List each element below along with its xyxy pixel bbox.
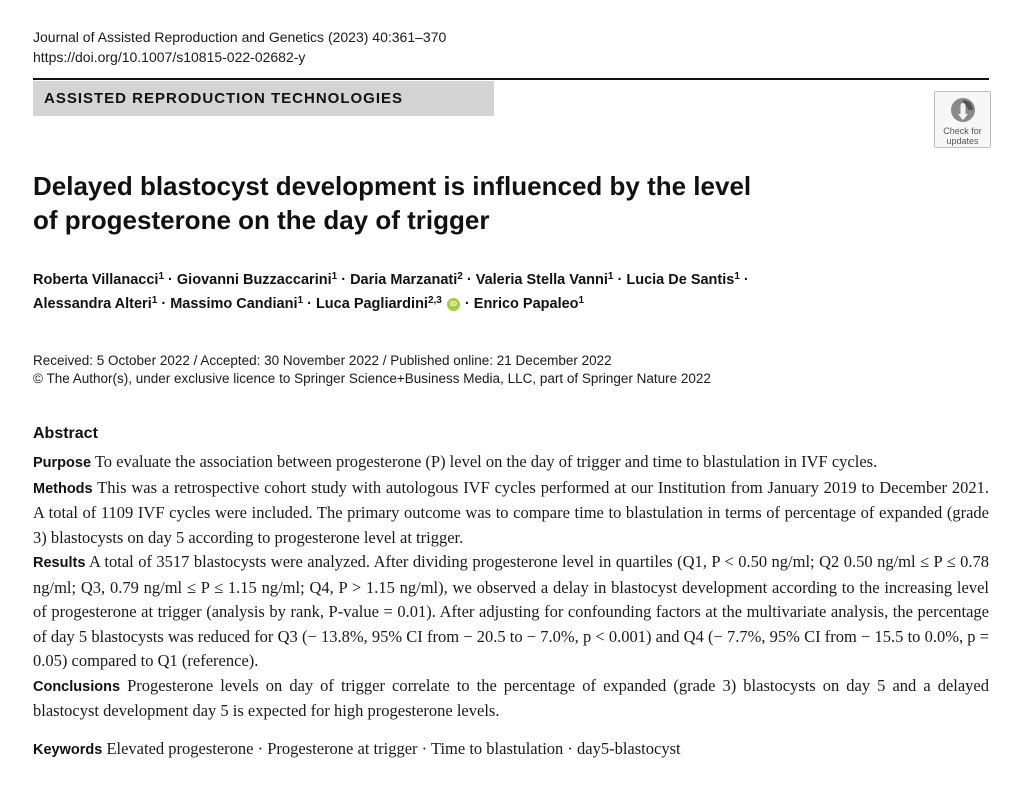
- affiliation-marker: 1: [297, 295, 304, 306]
- affiliation-marker: 1: [734, 271, 740, 282]
- abstract-methods: [33, 476, 989, 551]
- author-name[interactable]: Alessandra Alteri: [33, 296, 152, 312]
- check-for-updates-button[interactable]: [934, 91, 991, 148]
- methods-label: Methods: [33, 480, 93, 497]
- abstract-results: [33, 550, 989, 674]
- abstract-purpose: [33, 450, 989, 476]
- check-for-updates-icon: [949, 96, 977, 124]
- author-name[interactable]: Enrico Papaleo: [473, 296, 579, 312]
- author-name[interactable]: Luca Pagliardini: [315, 296, 428, 312]
- author-separator: ·: [303, 296, 316, 312]
- purpose-label: Purpose: [33, 455, 92, 471]
- results-label: Results: [33, 555, 86, 571]
- publication-history: [33, 352, 711, 388]
- author-list: [33, 268, 983, 316]
- author-name[interactable]: Giovanni Buzzaccarini: [176, 272, 332, 288]
- author-separator: ·: [164, 272, 177, 288]
- affiliation-marker: 1: [151, 295, 158, 306]
- abstract-heading: Abstract: [33, 425, 98, 442]
- purpose-text: To evaluate the association between progesterone (P) level on the day of trigger and time to blastulation in IVF cycles.: [94, 452, 878, 471]
- journal-header: [33, 27, 446, 67]
- section-band: [33, 81, 494, 116]
- author-separator: ·: [739, 272, 749, 288]
- author-name[interactable]: Lucia De Santis: [626, 272, 735, 288]
- author-separator: ·: [613, 272, 627, 288]
- author-separator: ·: [462, 272, 476, 288]
- results-text: A total of 3517 blastocysts were analyzed. After dividing progesterone level in quartiles (Q1, P < 0.50 ng/ml; Q2 0.50 ng/ml ≤ P ≤ 0.78 ng/ml; Q3, 0.79 ng/ml ≤ P ≤ 1.15 ng/ml; Q4, P > 1.15 ng/ml), we observed a delay in blastocyst development according to the increasing level of progesterone at trigger (analysis by rank, P-value = 0.01). After adjusting for confounding factors at the multivariate analysis, the percentage of day 5 blastocysts was reduced for Q3 (− 13.8%, 95% CI from − 20.5 to − 7.0%, p < 0.001) and Q4 (− 7.7%, 95% CI from − 15.5 to 0.0%, p = 0.05) compared to Q1 (reference).: [33, 552, 989, 670]
- keywords-line: [33, 737, 681, 762]
- conclusions-label: Conclusions: [33, 678, 121, 695]
- history-dates: Received: 5 October 2022 / Accepted: 30 November 2022 / Published online: 21 December 2022: [33, 353, 612, 368]
- orcid-icon[interactable]: iD: [447, 298, 460, 311]
- keywords-label: Keywords: [33, 742, 103, 758]
- affiliation-marker: 1: [578, 295, 585, 306]
- doi-link[interactable]: https://doi.org/10.1007/s10815-022-02682-y: [33, 49, 306, 65]
- author-name[interactable]: Daria Marzanati: [350, 272, 458, 288]
- title-line-2: of progesterone on the day of trigger: [33, 205, 490, 235]
- author-name[interactable]: Roberta Villanacci: [33, 272, 159, 288]
- check-for-updates-label: Check for updates: [943, 126, 982, 146]
- article-title: [33, 169, 793, 237]
- affiliation-marker: 1: [158, 271, 165, 282]
- copyright-notice: © The Author(s), under exclusive licence to Springer Science+Business Media, LLC, part of Springer Nature 2022: [33, 371, 711, 386]
- journal-citation: Journal of Assisted Reproduction and Genetics (2023) 40:361–370: [33, 29, 447, 45]
- author-separator: ·: [157, 296, 171, 312]
- affiliation-marker: 2: [457, 271, 463, 282]
- affiliation-marker: 2,3: [427, 295, 442, 306]
- title-line-1: Delayed blastocyst development is influenced by the level: [33, 171, 752, 201]
- keywords-text: Elevated progesterone · Progesterone at trigger · Time to blastulation · day5-blastocyst: [106, 739, 681, 758]
- author-name[interactable]: Massimo Candiani: [170, 296, 298, 312]
- methods-text: This was a retrospective cohort study with autologous IVF cycles performed at our Institution from January 2019 to December 2021. A total of 1109 IVF cycles were included. The primary outcome was to compare time to blastulation in terms of percentage of expanded (grade 3) blastocysts on day 5 according to progesterone level at trigger.: [33, 477, 989, 547]
- abstract-conclusions: [33, 674, 989, 724]
- author-name[interactable]: Valeria Stella Vanni: [475, 272, 608, 288]
- author-separator: ·: [460, 296, 474, 312]
- author-separator: ·: [337, 272, 351, 288]
- header-rule: [33, 78, 989, 80]
- conclusions-text: Progesterone levels on day of trigger correlate to the percentage of expanded (grade 3) blastocysts on day 5 and a delayed blastocyst development day 5 is expected for high progesterone levels.: [33, 675, 989, 720]
- section-label: ASSISTED REPRODUCTION TECHNOLOGIES: [44, 90, 404, 107]
- abstract-body: [33, 450, 989, 724]
- affiliation-marker: 1: [331, 271, 338, 282]
- affiliation-marker: 1: [607, 271, 614, 282]
